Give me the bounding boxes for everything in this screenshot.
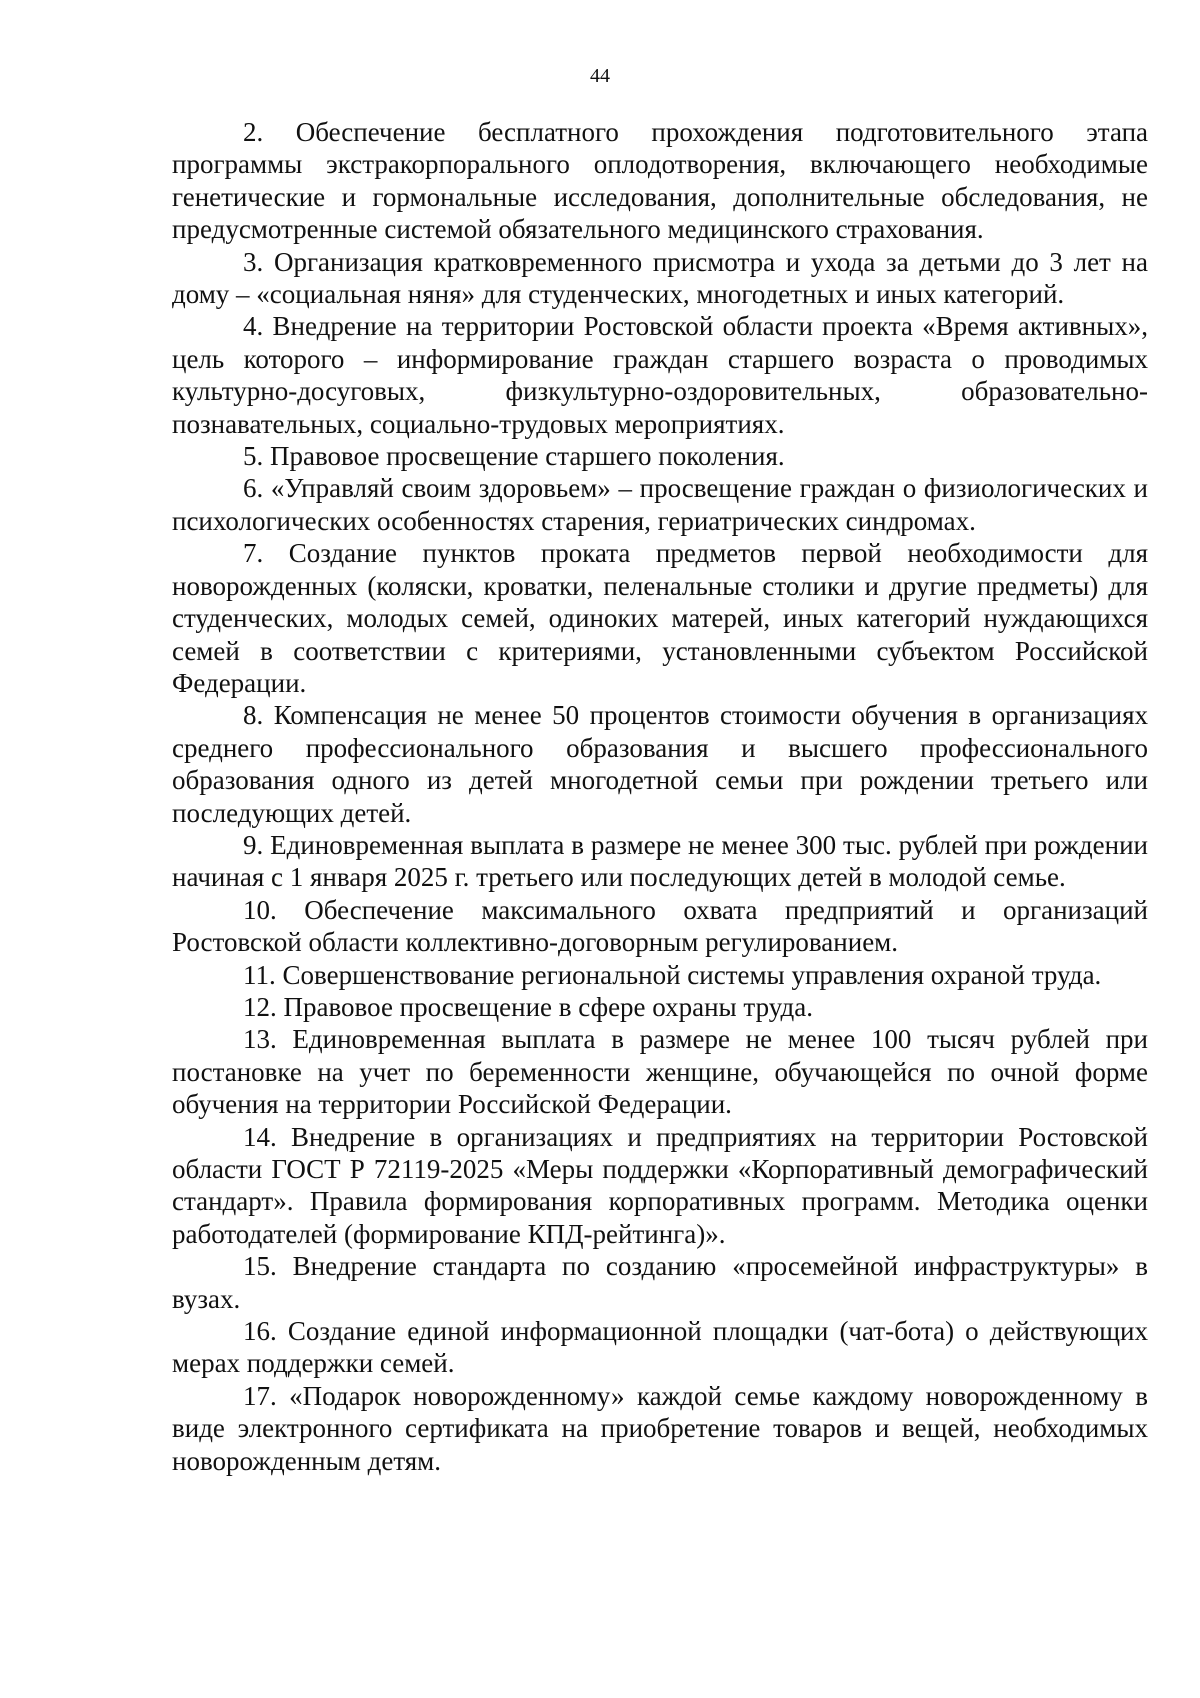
list-item-2: 2. Обеспечение бесплатного прохождения подготовительного этапа программы экстракорпорального оплодотворения, включающего необходимые генетические и гормональные исследования, дополнительные обследования, не предусмотренные системой обязательного медицинского страхования.: [172, 117, 1148, 245]
list-item-5: 5. Правовое просвещение старшего поколения.: [243, 441, 785, 472]
list-item-8: 8. Компенсация не менее 50 процентов стоимости обучения в организациях среднего профессионального образования и высшего профессионального образования одного из детей многодетной семьи при рождении третьего или последующих детей.: [172, 700, 1148, 828]
list-item-11: 11. Совершенствование региональной системы управления охраной труда.: [243, 959, 1102, 990]
page-number: 44: [590, 65, 610, 87]
list-item-17: 17. «Подарок новорожденному» каждой семье каждому новорожденному в виде электронного сертификата на приобретение товаров и вещей, необходимых новорожденным детям.: [172, 1380, 1148, 1476]
list-item-3: 3. Организация кратковременного присмотра и ухода за детьми до 3 лет на дому – «социальная няня» для студенческих, многодетных и иных категорий.: [172, 246, 1148, 310]
list-item-4: 4. Внедрение на территории Ростовской области проекта «Время активных», цель которого – информирование граждан старшего возраста о проводимых культурно-досуговых, физкультурно-оздоровительных, образовательно-познавательных, социально-трудовых мероприятиях.: [172, 311, 1148, 439]
list-item-15: 15. Внедрение стандарта по созданию «просемейной инфраструктуры» в вузах.: [172, 1251, 1148, 1314]
list-item-13: 13. Единовременная выплата в размере не менее 100 тысяч рублей при постановке на учет по беременности женщине, обучающейся по очной форме обучения на территории Российской Федерации.: [172, 1024, 1148, 1120]
list-item-14: 14. Внедрение в организациях и предприятиях на территории Ростовской области ГОСТ Р 72119-2025 «Меры поддержки «Корпоративный демографический стандарт». Правила формирования корпоративных программ. Методика оценки работодателей (формирование КПД-рейтинга)».: [172, 1121, 1148, 1249]
list-item-12: 12. Правовое просвещение в сфере охраны труда.: [243, 991, 813, 1022]
list-item-9: 9. Единовременная выплата в размере не менее 300 тыс. рублей при рождении начиная с 1 января 2025 г. третьего или последующих детей в молодой семье.: [172, 829, 1148, 893]
list-item-10: 10. Обеспечение максимального охвата предприятий и организаций Ростовской области коллективно-договорным регулированием.: [172, 894, 1148, 958]
list-item-7: 7. Создание пунктов проката предметов первой необходимости для новорожденных (коляски, кроватки, пеленальные столики и другие предметы) для студенческих, молодых семей, одиноких матерей, иных категорий нуждающихся семей в соответствии с критериями, установленными субъектом Российской Федерации.: [172, 538, 1148, 698]
list-item-16: 16. Создание единой информационной площадки (чат-бота) о действующих мерах поддержки семей.: [172, 1316, 1148, 1379]
document-body: [172, 116, 1148, 1477]
list-item-6: 6. «Управляй своим здоровьем» – просвещение граждан о физиологических и психологических особенностях старения, гериатрических синдромах.: [172, 473, 1148, 536]
